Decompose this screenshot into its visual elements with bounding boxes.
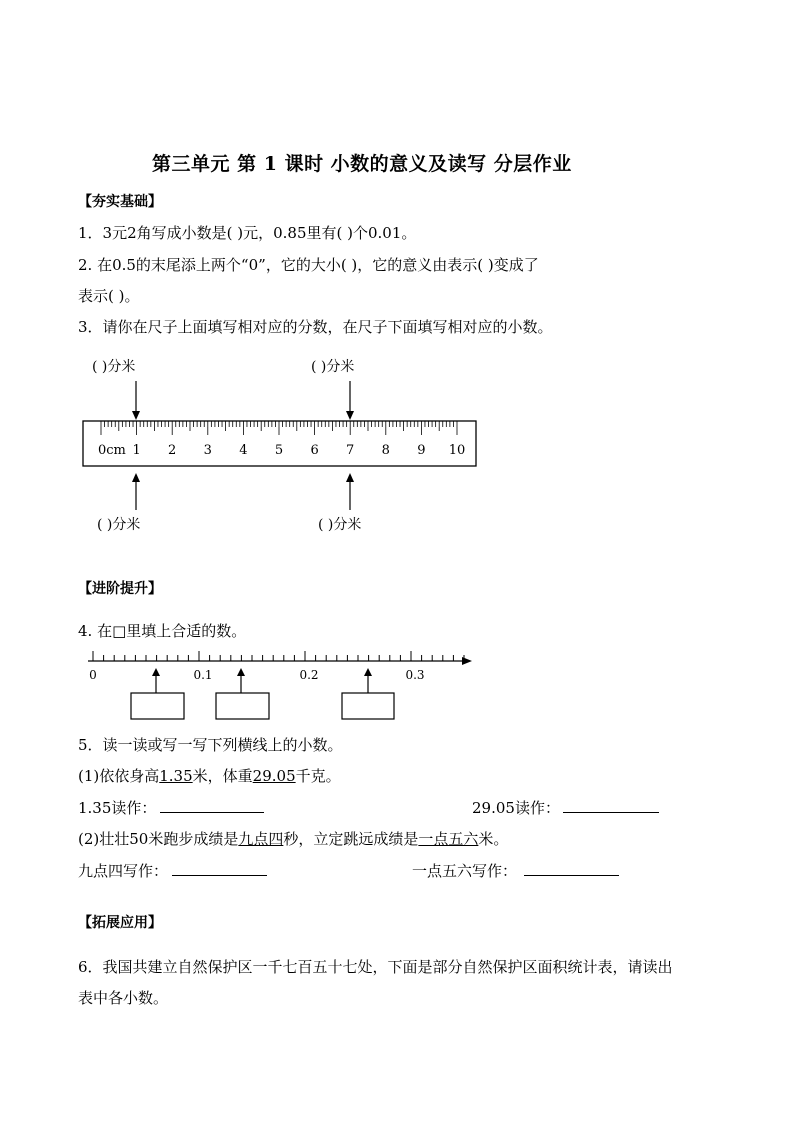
answer-box-1: [131, 693, 184, 719]
arrow-up-icon: [364, 668, 372, 676]
write-9-4-label: 九点四写作：: [78, 862, 169, 880]
question-5: 5．读一读或写一写下列横线上的小数。: [78, 736, 343, 754]
question-3: 3．请你在尺子上面填写相对应的分数，在尺子下面填写相对应的小数。: [78, 318, 553, 336]
answer-line-1: [160, 812, 264, 813]
q5-2-time: 九点四: [238, 830, 284, 848]
answer-box-3: [342, 693, 394, 719]
answer-line-2: [563, 812, 659, 813]
answer-box-2: [216, 693, 269, 719]
number-line-ticks: [93, 651, 464, 661]
number-line-label: 0.3: [405, 668, 425, 682]
q5-1-mid: 米，体重: [192, 767, 253, 785]
arrow-up-icon: [346, 473, 354, 482]
ruler-number: 9: [417, 443, 426, 458]
ruler-number: 7: [346, 443, 355, 458]
question-1: 1．3元2角写成小数是( )元，0.85里有( )个0.01。: [78, 224, 417, 242]
question-4: 4. 在□里填上合适的数。: [78, 622, 247, 640]
ruler-number: 1: [132, 443, 141, 458]
arrow-up-icon: [132, 473, 140, 482]
ruler-number: 5: [274, 443, 284, 458]
number-line-figure: [80, 645, 480, 725]
ruler-number: 6: [310, 443, 319, 458]
section-heading-basic: 【夯实基础】: [78, 194, 162, 210]
q5-1-prefix: (1)依依身高: [78, 767, 160, 785]
number-line-label: 0.1: [193, 668, 213, 682]
answer-line-4: [524, 875, 619, 876]
arrow-up-icon: [152, 668, 160, 676]
q5-2-mid: 秒，立定跳远成绩是: [283, 830, 419, 848]
ruler-number: 10: [448, 443, 466, 458]
ruler-number: 8: [381, 443, 390, 458]
arrow-down-icon: [132, 411, 140, 420]
ruler-unit-label: 0cm: [98, 443, 126, 458]
page-title: 第三单元 第 1 课时 小数的意义及读写 分层作业: [152, 153, 572, 175]
q5-1-height: 1.35: [159, 767, 193, 785]
ruler-figure: [70, 375, 490, 510]
question-2-line2: 表示( )。: [78, 287, 140, 305]
number-line-labels: [89, 668, 424, 682]
q5-2-jump: 一点五六: [418, 830, 479, 848]
number-line-label: 0: [89, 668, 97, 682]
q5-1-suffix: 千克。: [295, 767, 341, 785]
read-1-35-label: 1.35读作：: [78, 799, 157, 817]
ruler-top-right-label: ( )分米: [311, 359, 355, 375]
q5-2-suffix: 米。: [478, 830, 509, 848]
section-heading-extension: 【拓展应用】: [78, 915, 162, 931]
ruler-number: 4: [239, 443, 248, 458]
arrow-down-icon: [346, 411, 354, 420]
q5-1-weight: 29.05: [252, 767, 296, 785]
ruler-bottom-left-label: ( )分米: [97, 517, 141, 533]
ruler-bottom-right-label: ( )分米: [318, 517, 362, 533]
arrow-up-icon: [237, 668, 245, 676]
question-5-part1: [78, 765, 341, 786]
section-heading-advanced: 【进阶提升】: [78, 581, 162, 597]
q5-2-prefix: (2)壮壮50米跑步成绩是: [78, 830, 239, 848]
question-6-line2: 表中各小数。: [78, 989, 169, 1007]
read-29-05-label: 29.05读作：: [472, 799, 560, 817]
question-2-line1: 2. 在0.5的末尾添上两个“0”，它的大小( )，它的意义由表示( )变成了: [78, 256, 539, 274]
answer-line-3: [172, 875, 267, 876]
number-line-label: 0.2: [299, 668, 319, 682]
write-1-56-label: 一点五六写作：: [412, 862, 518, 880]
ruler-number: 3: [203, 443, 212, 458]
question-6-line1: 6．我国共建立自然保护区一千七百五十七处，下面是部分自然保护区面积统计表，请读出: [78, 958, 673, 976]
ruler-number: 2: [168, 443, 177, 458]
ruler-top-left-label: ( )分米: [92, 359, 136, 375]
question-5-part2: [78, 828, 508, 849]
